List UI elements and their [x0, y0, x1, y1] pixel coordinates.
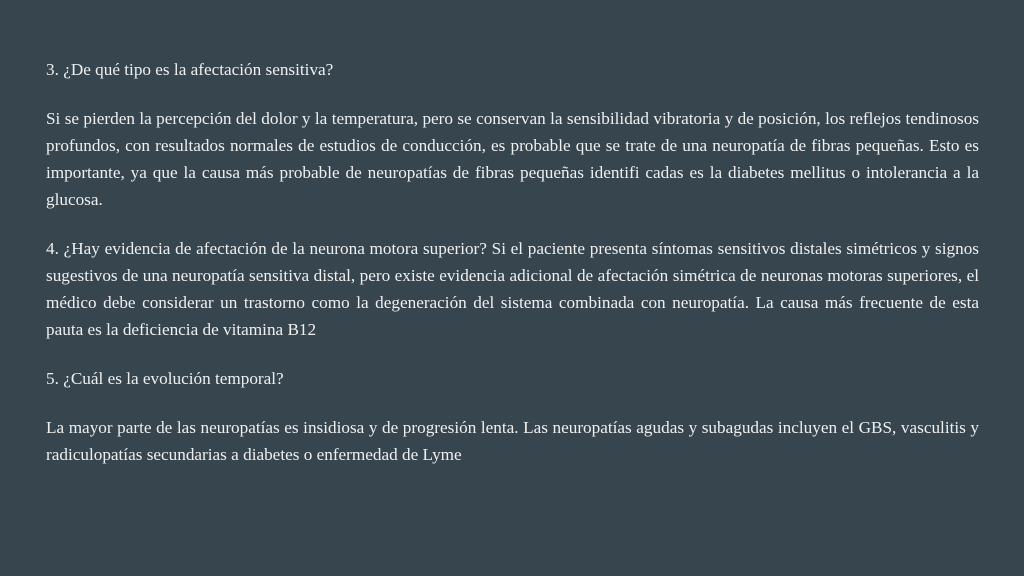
- question-3-heading: 3. ¿De qué tipo es la afectación sensitiva?: [46, 60, 334, 79]
- question-5-heading: 5. ¿Cuál es la evolución temporal?: [46, 369, 284, 388]
- question-5-answer: La mayor parte de las neuropatías es insidiosa y de progresión lenta. Las neuropatías agudas y subagudas incluyen el GBS, vasculitis y radiculopatías secundarias a diabetes o enfermedad de Lyme: [46, 418, 979, 464]
- question-3-answer: Si se pierden la percepción del dolor y la temperatura, pero se conservan la sensibilidad vibratoria y de posición, los reflejos tendinosos profundos, con resultados normales de estudios de conducción, es probable que se trate de una neuropatía de fibras pequeñas. Esto es importante, ya que la causa más probable de neuropatías de fibras pequeñas identifi cadas es la diabetes mellitus o intolerancia a la glucosa.: [46, 109, 979, 209]
- question-4-paragraph: 4. ¿Hay evidencia de afectación de la neurona motora superior? Si el paciente presenta síntomas sensitivos distales simétricos y signos sugestivos de una neuropatía sensitiva distal, pero existe evidencia adicional de afectación simétrica de neuronas motoras superiores, el médico debe considerar un trastorno como la degeneración del sistema combinada con neuropatía. La causa más frecuente de esta pauta es la deficiencia de vitamina B12: [46, 239, 979, 339]
